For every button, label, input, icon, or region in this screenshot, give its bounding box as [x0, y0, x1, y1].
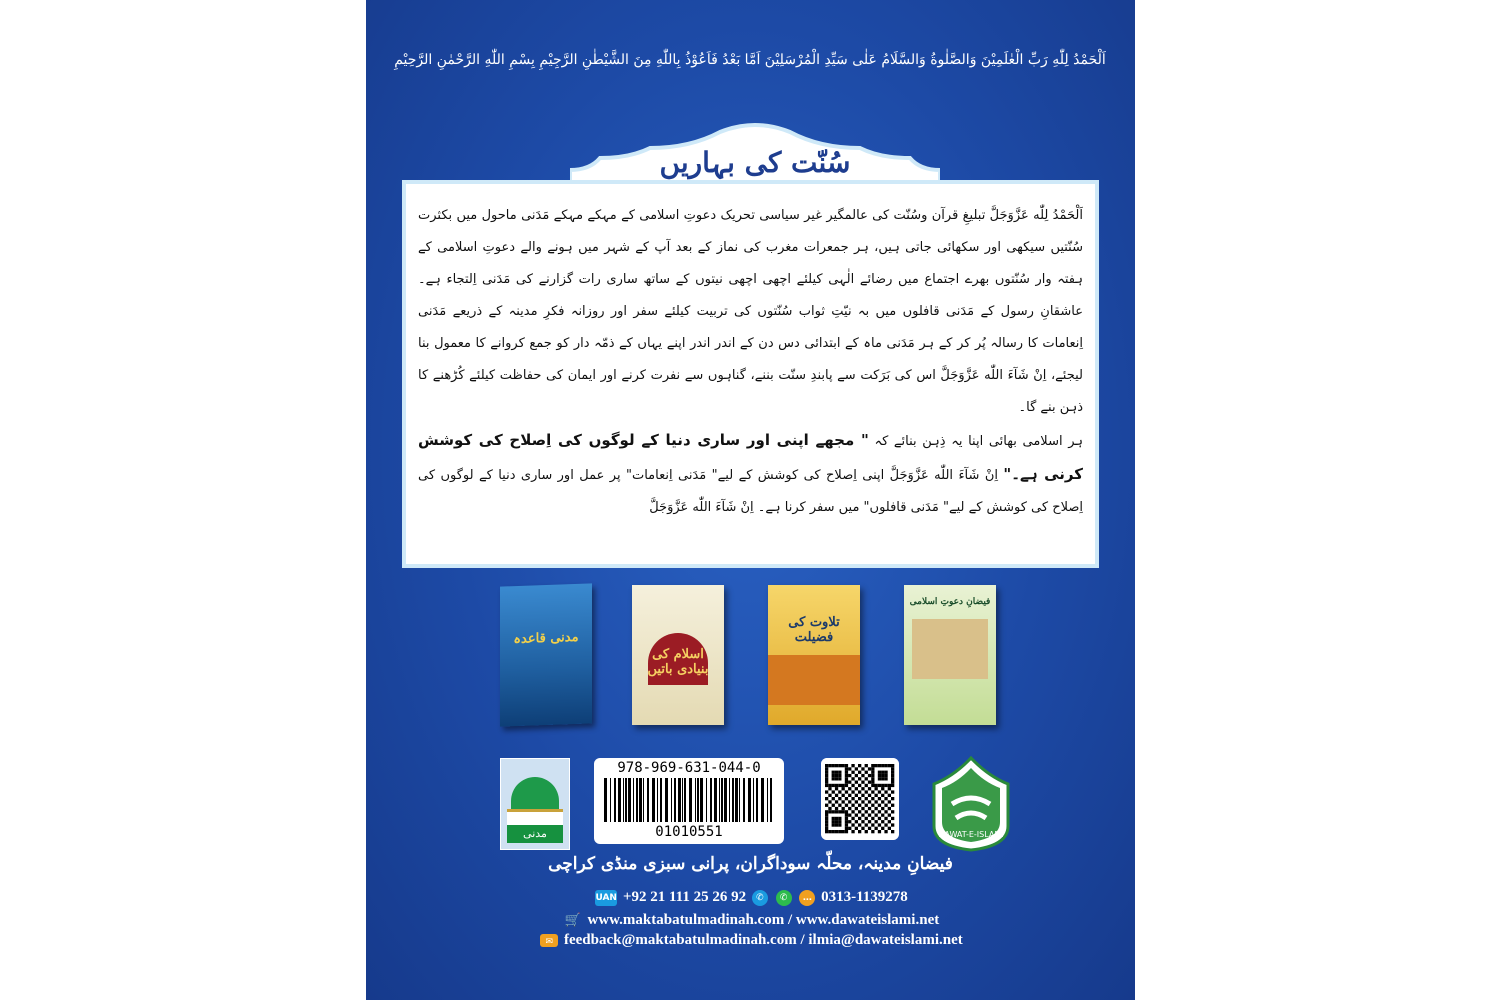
book-title: تلاوت کی فضیلت [788, 615, 840, 645]
madani-dome-logo [500, 758, 570, 850]
cart-icon: 🛒 [564, 912, 581, 928]
book-cover-islam-basics [632, 585, 724, 725]
separator: / [787, 912, 793, 928]
phone-icon: ✆ [752, 890, 768, 906]
madani-label: مدنی [507, 825, 563, 843]
email-row [366, 932, 1135, 949]
book-title: مدنی قاعدہ [513, 629, 579, 648]
book-cover-tilawat [768, 585, 860, 725]
website-link-1[interactable]: www.maktabatulmadinah.com [587, 912, 785, 928]
dawat-label: DAWAT-E-ISLAMI [938, 830, 1004, 839]
barcode-number: 01010551 [655, 824, 723, 840]
separator: / [800, 932, 805, 948]
panel-title: سُنّت کی بہاریں [659, 146, 851, 179]
uan-number[interactable]: +92 21 111 25 26 92 [622, 889, 747, 905]
email-link-2[interactable]: ilmia@dawateislami.net [808, 932, 963, 948]
bismillah-header: اَلْحَمْدُ لِلّٰهِ رَبِّ الْعٰلَمِیْنَ وَالصَّلٰوةُ وَالسَّلَامُ عَلٰی سَیِّدِ الْمُرْسَلِیْنَ اَمَّا بَعْدُ فَاَعُوْذُ بِاللّٰهِ مِنَ الشَّیْطٰنِ الرَّجِیْمِ بِسْمِ اللّٰهِ الرَّحْمٰنِ الرَّحِیْمِ [394, 52, 1106, 68]
barcode-bars [604, 778, 774, 822]
book-cover-faizan [904, 585, 996, 725]
mobile-number[interactable]: 0313-1139278 [821, 889, 908, 905]
website-link-2[interactable]: www.dawateislami.net [795, 912, 940, 928]
book-title: اسلام کی بنیادی باتیں [647, 647, 709, 677]
message-icon: … [799, 890, 815, 906]
book-title: فیضانِ دعوتِ اسلامی [909, 597, 991, 607]
phone-row [366, 889, 1135, 906]
intro-text: ہر اسلامی بھائی اپنا یہ ذِہن بنائے کہ [874, 434, 1083, 449]
book-quran-image [768, 655, 860, 705]
green-dome-icon [511, 777, 559, 811]
whatsapp-icon: ✆ [776, 890, 792, 906]
dome-base [507, 809, 563, 826]
panel-body [418, 200, 1083, 524]
body-paragraph: اَلْحَمْدُ لِلّٰه عَزَّوَجَلَّ تبلیغِ قرآن وسُنّت کی عالمگیر غیر سیاسی تحریک دعوتِ اسلامی کے مہکے مہکے مَدَنی ماحول میں بکثرت سُنّتیں سیکھی اور سکھائی جاتی ہیں، ہر جمعرات مغرب کی نماز کے بعد آپ کے شہر میں ہونے والے دعوتِ اسلامی کے ہفتہ وار سُنّتوں بھرے اجتماع میں رضائے الٰہی کیلئے اچھی اچھی نیتوں کے ساتھ ساری رات گزارنے کی مَدَنی اِلتجاء ہے۔ عاشقانِ رسول کے مَدَنی قافلوں میں بہ نیّتِ ثواب سُنّتوں کی تربیت کیلئے سفر اور روزانہ فکرِ مدینہ کے ذریعے مَدَنی اِنعامات کا رسالہ پُر کر کے ہر مَدَنی ماہ کے ابتدائی دس دن کے اندر اندر اپنے یہاں کے ذمّہ دار کو جمع کروانے کا معمول بنا لیجئے، اِنْ شَآءَ اللّٰه عَزَّوَجَلَّ اس کی بَرَکت سے پابندِ سنّت بننے، گناہوں سے نفرت کرنے اور ایمان کی حفاظت کیلئے کُڑھنے کا ذہن بنے گا۔ [418, 208, 1083, 415]
highlight-text: " مجھے اپنی اور ساری دنیا کے لوگوں کی اِصلاح کی کوشش کرنی ہے۔" [418, 431, 1083, 483]
email-link-1[interactable]: feedback@maktabatulmadinah.com [563, 932, 797, 948]
book-cover-madani-qaida [500, 583, 592, 726]
qr-code [821, 758, 899, 840]
body-highlight-paragraph [418, 424, 1083, 524]
website-row [366, 912, 1135, 929]
publisher-address: فیضانِ مدینہ، محلّہ سوداگران، پرانی سبزی منڈی کراچی [548, 854, 953, 874]
uan-icon: UAN [595, 890, 617, 906]
isbn-barcode [594, 758, 784, 844]
mail-icon: ✉ [540, 934, 558, 947]
isbn-number: 978-969-631-044-0 [617, 760, 761, 776]
book-mosque-image [912, 619, 988, 679]
closing-text: اِنْ شَآءَ اللّٰه عَزَّوَجَلَّ اپنی اِصلاح کی کوشش کے لیے" مَدَنی اِنعامات" پر عمل اور ساری دنیا کے لوگوں کی اِصلاح کی کوشش کے لیے" مَدَنی قافلوں" میں سفر کرنا ہے۔ اِنْ شَآءَ اللّٰه عَزَّوَجَلَّ [418, 468, 1083, 515]
